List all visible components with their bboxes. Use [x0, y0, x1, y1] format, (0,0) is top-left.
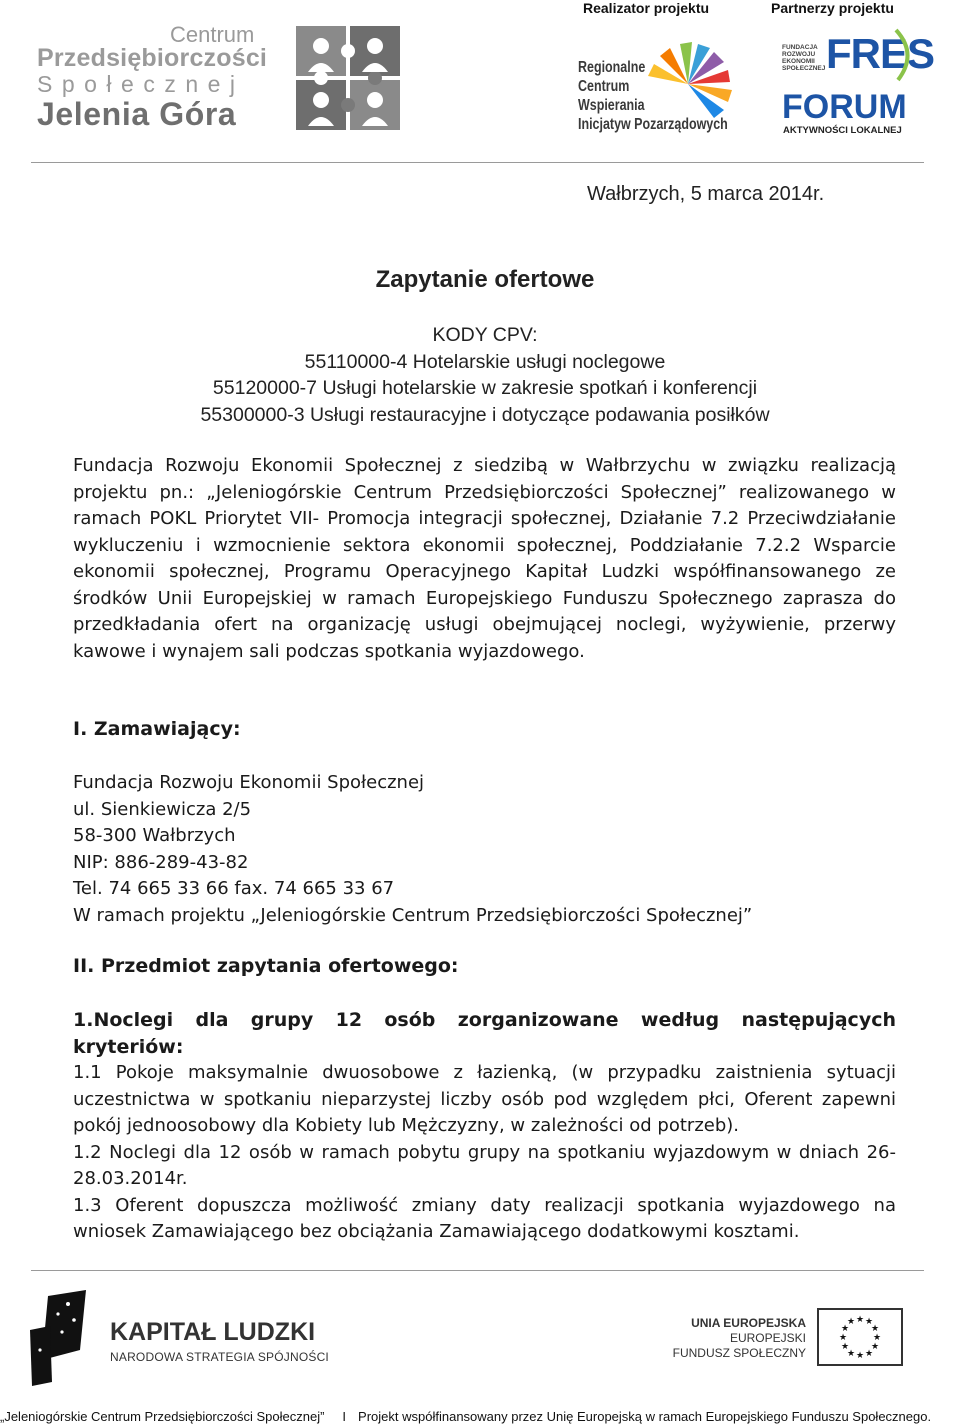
- cpv-code: 55300000-3 Usługi restauracyjne i dotyczące podawania posiłków: [200, 403, 770, 426]
- item1-criteria: [73, 1060, 896, 1246]
- document-title: Zapytanie ofertowe: [375, 266, 595, 293]
- criteria-item: 1.2 Noclegi dla 12 osób w ramach pobytu grupy na spotkaniu wyjazdowym w dniach 26-28.03.2014r.: [73, 1141, 896, 1189]
- footer-divider: [31, 1270, 924, 1271]
- eu-fund-text: [640, 1316, 806, 1361]
- criteria-item: 1.3 Oferent dopuszcza możliwość zmiany daty realizacji spotkania wyjazdowego na wniosek Zamawiającego bez obciążania Zamawiającego dodatkowymi kosztami.: [73, 1194, 896, 1242]
- logo-jelenia-gora-word: Jelenia Góra: [37, 96, 237, 132]
- item1-heading: 1.Noclegi dla grupy 12 osób zorganizowane według następujących kryteriów:: [73, 1009, 896, 1058]
- logo-centrum-word: Centrum: [170, 22, 255, 47]
- criteria-item: 1.1 Pokoje maksymalnie dwuosobowe z łazienką, (w przypadku zaistnienia sytuacji uczestnictwa w spotkaniu nieparzystej liczby osób pod względem płci, Oferent zapewni pokój jednoosobowy dla Kobiety lub Mężczyzny, w zależności od potrzeb).: [73, 1062, 896, 1136]
- kapital-ludzki-title: KAPITAŁ LUDZKI: [110, 1318, 316, 1346]
- svg-text:★: ★: [855, 1351, 865, 1361]
- logo-spolecznej-word: Społecznej: [37, 71, 245, 97]
- logo-fres-small-text: [782, 44, 825, 72]
- logo-fres-word: FRES: [826, 30, 935, 77]
- svg-text:★: ★: [872, 1333, 882, 1343]
- ue-line1: UNIA EUROPEJSKA: [691, 1316, 806, 1330]
- sunburst-icon: [644, 40, 734, 120]
- address-line: Fundacja Rozwoju Ekonomii Społecznej: [73, 772, 425, 793]
- footer-project-line: [0, 1409, 960, 1424]
- logo-rc-line4: Inicjatyw Pozarządowych: [578, 116, 728, 133]
- cpv-heading: KODY CPV:: [432, 324, 538, 346]
- logo-fres-small1: FUNDACJA: [782, 44, 818, 51]
- logo-rc-line2: Centrum: [578, 78, 630, 95]
- footer-project-name: „Jeleniogórskie Centrum Przedsiębiorczości Społecznej”: [0, 1409, 325, 1424]
- intro-paragraph: Fundacja Rozwoju Ekonomii Społecznej z siedzibą w Wałbrzychu w związku realizacją projektu pn.: „Jeleniogórskie Centrum Przedsiębiorczości Społecznej” realizowanego w ramach POKL Priorytet VII- Promocja integracji społecznej, Działanie 7.2 Przeciwdziałanie wykluczeniu i wzmocnienie sektora ekonomii społecznej, Poddziałanie 7.2.2 Wsparcie ekonomii społecznej, Programu Operacyjnego Kapitał Ludzki współfinansowanego ze środków Unii Europejskiej w ramach Europejskiego Funduszu Społecznego zaprasza do przedkładania ofert na organizację usługi obejmującej noclegi, wyżywienie, przerwy kawowe i wynajem sali podczas spotkania wyjazdowego.: [73, 455, 896, 662]
- cpv-codes: [0, 322, 960, 428]
- kapital-ludzki-subtitle: NARODOWA STRATEGIA SPÓJNOŚCI: [110, 1350, 329, 1364]
- eu-flag-icon: [817, 1308, 903, 1366]
- logo-fres-small3: EKONOMII: [782, 58, 815, 65]
- svg-text:★: ★: [870, 1342, 880, 1352]
- footer-cofinancing: Projekt współfinansowany przez Unię Europejską w ramach Europejskiego Funduszu Społecznego.: [358, 1409, 932, 1424]
- svg-text:★: ★: [840, 1324, 850, 1334]
- people-puzzle-icon: [296, 26, 400, 130]
- logo-fres-small4: SPOŁECZNEJ: [782, 65, 826, 72]
- logo-forum-sub: AKTYWNOŚCI LOKALNEJ: [783, 125, 902, 136]
- logo-fres-small2: ROZWOJU: [782, 51, 816, 58]
- svg-text:★: ★: [870, 1324, 880, 1334]
- address-line: ul. Sienkiewicza 2/5: [73, 798, 252, 820]
- cpv-code: 55110000-4 Hotelarskie usługi noclegowe: [304, 350, 666, 373]
- svg-text:★: ★: [855, 1315, 865, 1325]
- kapital-ludzki-logo-icon: [28, 1290, 88, 1386]
- orderer-address: [73, 770, 752, 929]
- eu-stars-icon: [819, 1310, 901, 1364]
- cpv-code: 55120000-7 Usługi hotelarskie w zakresie spotkań i konferencji: [212, 377, 758, 399]
- svg-text:★: ★: [840, 1342, 850, 1352]
- fres-swoosh-icon: [892, 28, 918, 82]
- logo-forum-word: FORUM: [782, 88, 907, 126]
- address-line: NIP: 886-289-43-82: [73, 851, 249, 873]
- logo-rc-line1: Regionalne: [578, 59, 646, 76]
- document-date: Wałbrzych, 5 marca 2014r.: [587, 183, 825, 205]
- ue-line2: EUROPEJSKI: [729, 1331, 806, 1345]
- logo-rc-line3: Wspierania: [578, 97, 645, 114]
- svg-text:★: ★: [846, 1317, 856, 1327]
- address-line: Tel. 74 665 33 66 fax. 74 665 33 67: [73, 878, 395, 899]
- address-line: 58-300 Wałbrzych: [73, 825, 236, 846]
- partnerzy-label: Partnerzy projektu: [771, 0, 894, 16]
- svg-text:★: ★: [864, 1317, 874, 1327]
- realizator-label: Realizator projektu: [583, 0, 710, 16]
- section-zamawiajacy-heading: I. Zamawiający:: [73, 718, 241, 740]
- header-divider: [31, 162, 924, 163]
- logo-przedsiebiorczosci-word: Przedsiębiorczości: [37, 44, 268, 72]
- section-przedmiot-heading: II. Przedmiot zapytania ofertowego:: [73, 955, 459, 977]
- ue-line3: FUNDUSZ SPOŁECZNY: [672, 1346, 806, 1360]
- svg-text:★: ★: [846, 1349, 856, 1359]
- svg-text:★: ★: [838, 1333, 848, 1343]
- address-line: W ramach projektu „Jeleniogórskie Centrum Przedsiębiorczości Społecznej”: [73, 904, 753, 926]
- footer-separator: I: [342, 1409, 347, 1424]
- svg-text:★: ★: [864, 1349, 874, 1359]
